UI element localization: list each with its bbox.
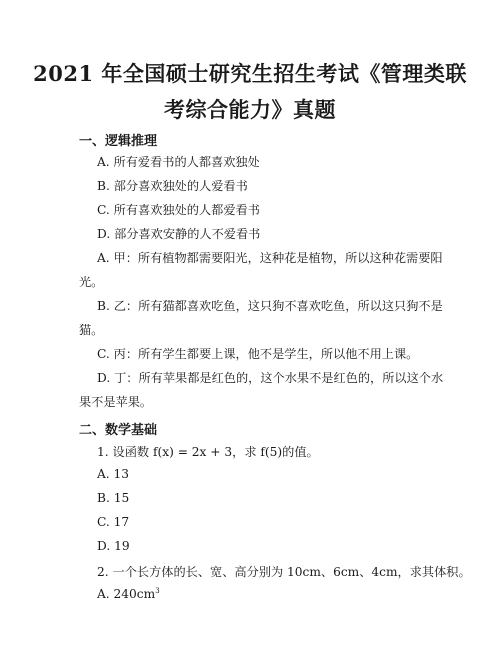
cubic-superscript: 3 [155,587,160,595]
math-option-text: A. 240cm [97,587,156,602]
math-question-line: 1. 设函数 f(x) = 2x + 3，求 f(5)的值。 [97,445,319,459]
document-title-line-1: 2021 年全国硕士研究生招生考试《管理类联 [33,61,467,86]
logic-option-continuation: 光。 [79,275,104,289]
math-question-line: 2. 一个长方体的长、宽、高分别为 10cm、6cm、4cm，求其体积。 [97,565,471,579]
logic-option-continuation: 猫。 [79,323,104,337]
logic-option-line: D. 部分喜欢安静的人不爱看书 [97,227,261,241]
math-option-line: D. 19 [97,539,130,553]
math-option-line: B. 15 [97,491,130,505]
math-option-line: A. 13 [97,467,130,481]
math-option-line: C. 17 [97,515,130,529]
math-option-line [97,587,160,601]
section-heading-math: 二、数学基础 [79,423,158,438]
logic-option-line: A. 所有爱看书的人都喜欢独处 [97,155,260,169]
logic-option-line: C. 所有喜欢独处的人都爱看书 [97,203,260,217]
logic-option-line: B. 乙：所有猫都喜欢吃鱼，这只狗不喜欢吃鱼，所以这只狗不是 [97,299,443,313]
logic-option-continuation: 果不是苹果。 [79,395,153,409]
logic-option-line: C. 丙：所有学生都要上课，他不是学生，所以他不用上课。 [97,347,419,361]
document-title-line-2: 考综合能力》真题 [164,97,336,122]
section-heading-logic: 一、逻辑推理 [79,134,158,149]
logic-option-line: B. 部分喜欢独处的人爱看书 [97,179,248,193]
logic-option-line: D. 丁：所有苹果都是红色的，这个水果不是红色的，所以这个水 [97,371,444,385]
logic-option-line: A. 甲：所有植物都需要阳光，这种花是植物，所以这种花需要阳 [97,251,443,265]
